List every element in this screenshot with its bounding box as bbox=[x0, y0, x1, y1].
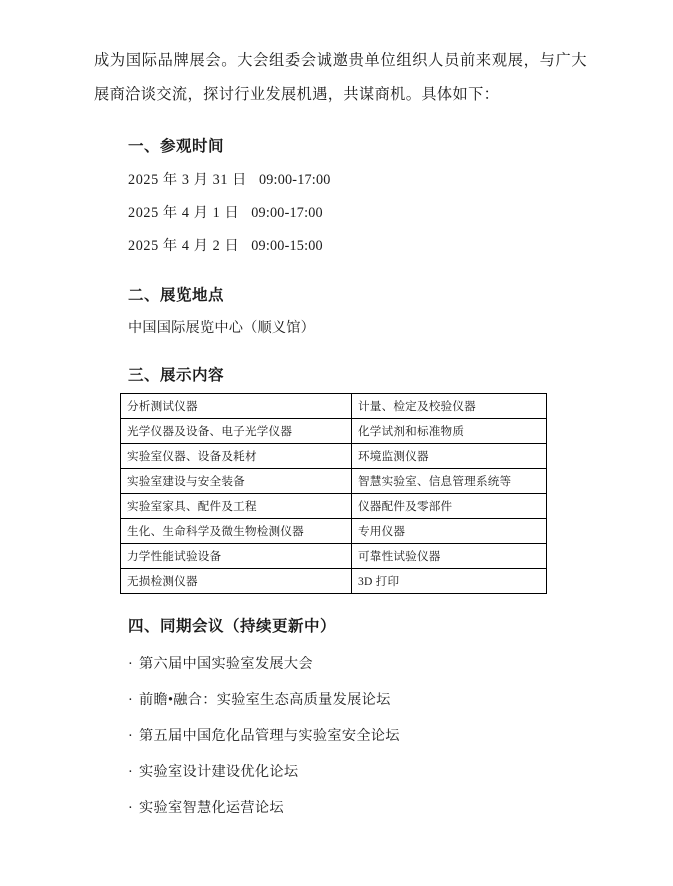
section-heading-venue: 二、展览地点 bbox=[128, 287, 225, 304]
list-item bbox=[128, 754, 587, 790]
visit-time-date: 2025 年 4 月 2 日 bbox=[128, 238, 240, 254]
table-row bbox=[121, 544, 547, 569]
table-cell-right: 3D 打印 bbox=[352, 569, 547, 594]
bullet-icon: · bbox=[128, 800, 134, 816]
table-cell-right: 化学试剂和标准物质 bbox=[352, 419, 547, 444]
table-cell-left: 实验室仪器、设备及耗材 bbox=[121, 444, 352, 469]
table-cell-right: 专用仪器 bbox=[352, 519, 547, 544]
section-venue bbox=[94, 283, 587, 343]
list-item-label: 第五届中国危化品管理与实验室安全论坛 bbox=[139, 728, 400, 744]
section-visit-time bbox=[94, 134, 587, 263]
table-cell-right: 计量、检定及校验仪器 bbox=[352, 394, 547, 419]
visit-time-hours: 09:00-17:00 bbox=[251, 205, 323, 221]
list-item-label: 前瞻•融合：实验室生态高质量发展论坛 bbox=[139, 692, 391, 708]
section-heading-visit-time: 一、参观时间 bbox=[128, 138, 225, 155]
list-item bbox=[128, 790, 587, 826]
section-heading-exhibits: 三、展示内容 bbox=[128, 367, 225, 384]
table-row bbox=[121, 519, 547, 544]
table-cell-left: 分析测试仪器 bbox=[121, 394, 352, 419]
visit-time-row bbox=[128, 164, 587, 197]
table-cell-right: 智慧实验室、信息管理系统等 bbox=[352, 469, 547, 494]
venue-text: 中国国际展览中心（顺义馆） bbox=[128, 320, 316, 336]
section-exhibits bbox=[94, 363, 587, 594]
visit-time-date: 2025 年 4 月 1 日 bbox=[128, 205, 240, 221]
visit-time-row bbox=[128, 197, 587, 230]
table-row bbox=[121, 444, 547, 469]
bullet-icon: · bbox=[128, 656, 134, 672]
visit-time-date: 2025 年 3 月 31 日 bbox=[128, 172, 247, 188]
list-item-label: 实验室智慧化运营论坛 bbox=[139, 800, 284, 816]
section-heading-meetings: 四、同期会议（持续更新中） bbox=[128, 618, 337, 635]
table-cell-left: 实验室家具、配件及工程 bbox=[121, 494, 352, 519]
bullet-icon: · bbox=[128, 764, 134, 780]
list-item bbox=[128, 682, 587, 718]
visit-time-hours: 09:00-15:00 bbox=[251, 238, 323, 254]
table-row bbox=[121, 569, 547, 594]
bullet-icon: · bbox=[128, 692, 134, 708]
table-cell-left: 力学性能试验设备 bbox=[121, 544, 352, 569]
table-cell-left: 实验室建设与安全装备 bbox=[121, 469, 352, 494]
exhibits-table bbox=[120, 393, 547, 594]
list-item bbox=[128, 718, 587, 754]
section-meetings bbox=[94, 614, 587, 826]
meetings-list bbox=[128, 646, 587, 826]
table-row bbox=[121, 419, 547, 444]
list-item-label: 第六届中国实验室发展大会 bbox=[139, 656, 313, 672]
table-cell-right: 仪器配件及零部件 bbox=[352, 494, 547, 519]
list-item bbox=[128, 646, 587, 682]
table-row bbox=[121, 469, 547, 494]
table-row bbox=[121, 494, 547, 519]
bullet-icon: · bbox=[128, 728, 134, 744]
table-cell-left: 无损检测仪器 bbox=[121, 569, 352, 594]
table-cell-right: 环境监测仪器 bbox=[352, 444, 547, 469]
table-cell-left: 光学仪器及设备、电子光学仪器 bbox=[121, 419, 352, 444]
list-item-label: 实验室设计建设优化论坛 bbox=[139, 764, 299, 780]
visit-time-row bbox=[128, 230, 587, 263]
table-row bbox=[121, 394, 547, 419]
table-cell-left: 生化、生命科学及微生物检测仪器 bbox=[121, 519, 352, 544]
visit-time-hours: 09:00-17:00 bbox=[258, 172, 331, 188]
intro-paragraph: 成为国际品牌展会。大会组委会诚邀贵单位组织人员前来观展，与广大展商洽谈交流，探讨行业发展机遇，共谋商机。具体如下： bbox=[94, 52, 587, 103]
table-cell-right: 可靠性试验仪器 bbox=[352, 544, 547, 569]
